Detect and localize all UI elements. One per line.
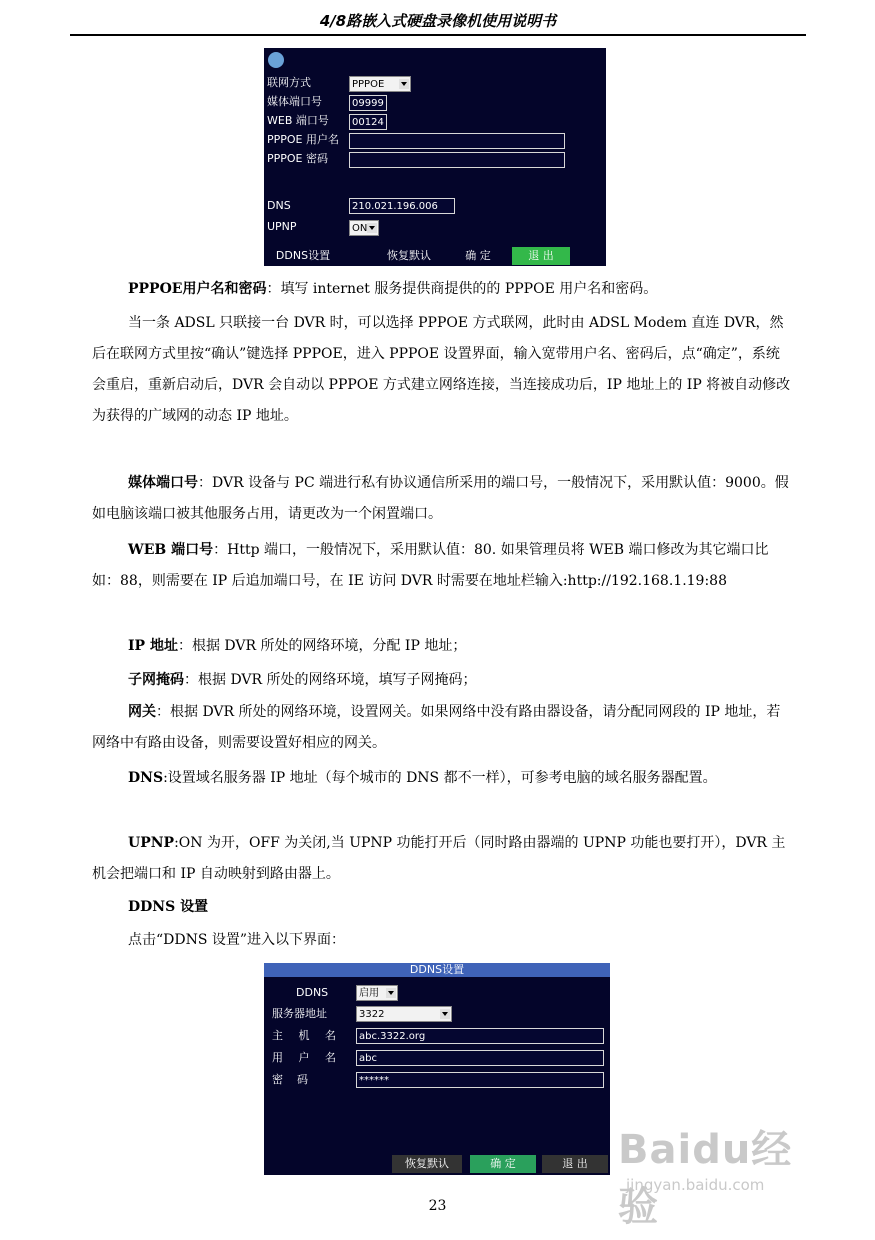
exit-button[interactable]: 退 出 xyxy=(512,247,570,265)
paragraph-upnp: UPNP:ON 为开，OFF 为关闭,当 UPNP 功能打开后（同时路由器端的 UPNP 功能也要打开），DVR 主机会把端口和 IP 自动映射到路由器上。 xyxy=(92,835,786,882)
dns-field[interactable]: 210.021.196.006 xyxy=(349,198,455,214)
upnp-label: UPNP xyxy=(267,220,297,233)
watermark-logo: Baidu经验 xyxy=(618,1127,793,1230)
restore-default-button[interactable]: 恢复默认 xyxy=(392,1155,462,1173)
baidu-watermark xyxy=(618,1118,828,1230)
section-heading-ddns: DDNS 设置 xyxy=(128,899,209,915)
web-port-label: WEB 端口号 xyxy=(267,114,329,127)
web-port-field[interactable]: 00124 xyxy=(349,114,387,130)
paragraph-adsl: 当一条 ADSL 只联接一台 DVR 时，可以选择 PPPOE 方式联网，此时由 ADSL Modem 直连 DVR，然后在联网方式里按“确认”键选择 PPPOE，进入 PPPOE 设置界面，输入宽带用户名、密码后，点“确定”，系统会重启，重新启动后，DVR 会自动以 PPPOE 方式建立网络连接，当连接成功后，IP 地址上的 IP 将被自动修改为获得的广域网的动态 IP 地址。 xyxy=(92,315,791,424)
network-settings-screen xyxy=(264,48,606,266)
pppoe-username-label: PPPOE 用户名 xyxy=(267,133,340,146)
connection-mode-select[interactable]: PPPOE xyxy=(349,76,411,92)
confirm-button[interactable]: 确 定 xyxy=(470,1155,536,1173)
paragraph-subnet-mask: 子网掩码：根据 DVR 所处的网络环境，填写子网掩码； xyxy=(128,672,477,688)
chevron-down-icon xyxy=(367,223,377,233)
pppoe-password-label: PPPOE 密码 xyxy=(267,152,329,165)
ddns-enable-select[interactable]: 启用 xyxy=(356,985,398,1001)
media-port-label: 媒体端口号 xyxy=(267,95,322,108)
document-header xyxy=(70,10,806,36)
ddns-label: DDNS xyxy=(296,986,329,999)
ddns-settings-button[interactable]: DDNS设置 xyxy=(275,249,331,262)
pppoe-username-field[interactable] xyxy=(349,133,565,149)
paragraph-gateway: 网关：根据 DVR 所处的网络环境，设置网关。如果网络中没有路由器设备，请分配同网段的 IP 地址，若网络中有路由设备，则需要设置好相应的网关。 xyxy=(92,704,781,751)
chevron-down-icon xyxy=(440,1009,450,1019)
hostname-field[interactable]: abc.3322.org xyxy=(356,1028,604,1044)
restore-default-button[interactable]: 恢复默认 xyxy=(387,249,431,262)
confirm-button[interactable]: 确 定 xyxy=(465,249,491,262)
dns-label: DNS xyxy=(267,199,291,212)
paragraph-dns: DNS:设置域名服务器 IP 地址（每个城市的 DNS 都不一样），可参考电脑的域名服务器配置。 xyxy=(128,770,717,786)
ddns-settings-screen xyxy=(264,963,610,1175)
upnp-select[interactable]: ON xyxy=(349,220,379,236)
username-field[interactable]: abc xyxy=(356,1050,604,1066)
paragraph-media-port: 媒体端口号：DVR 设备与 PC 端进行私有协议通信所采用的端口号，一般情况下，采用默认值：9000。假如电脑该端口被其他服务占用，请更改为一个闲置端口。 xyxy=(92,475,789,522)
server-address-label: 服务器地址 xyxy=(272,1007,327,1020)
exit-button[interactable]: 退 出 xyxy=(542,1155,608,1173)
hostname-label: 主 机 名 xyxy=(272,1029,342,1042)
password-field[interactable]: ****** xyxy=(356,1072,604,1088)
chevron-down-icon xyxy=(386,988,396,998)
watermark-url: jingyan.baidu.com xyxy=(626,1176,765,1194)
menu-icon xyxy=(268,52,284,68)
connection-mode-label: 联网方式 xyxy=(267,76,311,89)
screen-title-bar xyxy=(264,963,610,977)
paragraph-web-port: WEB 端口号：Http 端口，一般情况下，采用默认值：80. 如果管理员将 WEB 端口修改为其它端口比如：88，则需要在 IP 后追加端口号，在 IE 访问 DVR 时需要在地址栏输入:http://192.168.1.19:88 xyxy=(92,542,769,589)
server-address-select[interactable]: 3322 xyxy=(356,1006,452,1022)
pppoe-password-field[interactable] xyxy=(349,152,565,168)
page-number: 23 xyxy=(428,1198,447,1214)
username-label: 用 户 名 xyxy=(272,1051,342,1064)
screen-title: DDNS设置 xyxy=(409,963,465,976)
header-title: 4/8路嵌入式硬盘录像机使用说明书 xyxy=(319,12,557,30)
chevron-down-icon xyxy=(399,79,409,89)
paragraph-pppoe-user: PPPOE用户名和密码：填写 internet 服务提供商提供的的 PPPOE 用户名和密码。 xyxy=(128,281,658,297)
password-label: 密 码 xyxy=(272,1073,308,1086)
paragraph-ddns-intro: 点击“DDNS 设置”进入以下界面： xyxy=(128,932,346,948)
media-port-field[interactable]: 09999 xyxy=(349,95,387,111)
paragraph-ip-address: IP 地址：根据 DVR 所处的网络环境，分配 IP 地址； xyxy=(128,638,467,654)
